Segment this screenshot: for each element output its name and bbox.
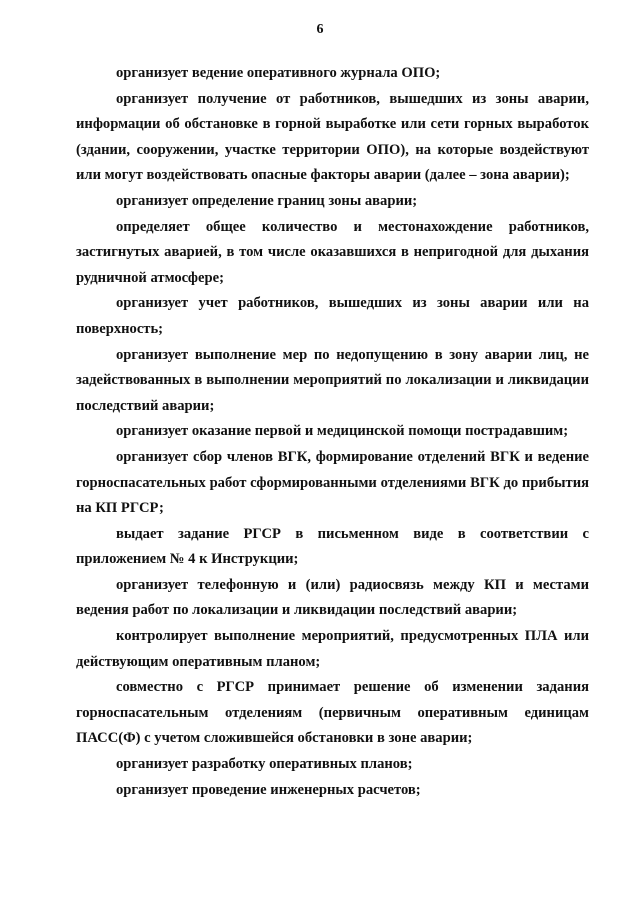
paragraph: определяет общее количество и местонахождение работников, застигнутых аварией, в том числе оказавшихся в непригодной для дыхания рудничной атмосфере; [76, 218, 589, 286]
paragraph: контролирует выполнение мероприятий, предусмотренных ПЛА или действующим оперативным планом; [76, 628, 589, 670]
paragraph: организует учет работников, вышедших из зоны аварии или на поверхность; [76, 295, 589, 337]
paragraph: организует оказание первой и медицинской помощи пострадавшим; [116, 423, 569, 440]
document-body [76, 61, 589, 803]
paragraph: организует выполнение мер по недопущению в зону аварии лиц, не задействованных в выполнении мероприятий по локализации и ликвидации последствий аварии; [76, 346, 589, 414]
paragraph: организует получение от работников, вышедших из зоны аварии, информации об обстановке в горной выработке или сети горных выработок (здании, сооружении, участке территории ОПО), на которые воздействуют или могут воздействовать опасные факторы аварии (далее – зона аварии); [76, 90, 589, 184]
paragraph: выдает задание РГСР в письменном виде в соответствии с приложением № 4 к Инструкции; [76, 525, 589, 568]
paragraph: организует определение границ зоны аварии; [116, 192, 418, 209]
paragraph: организует проведение инженерных расчетов; [116, 781, 421, 798]
paragraph: совместно с РГСР принимает решение об изменении задания горноспасательным отделениям (первичным оперативным единицам ПАСС(Ф) с учетом сложившейся обстановки в зоне аварии; [76, 679, 589, 747]
paragraph: организует телефонную и (или) радиосвязь между КП и местами ведения работ по локализации и ликвидации последствий аварии; [76, 576, 589, 619]
paragraph: организует сбор членов ВГК, формирование отделений ВГК и ведение горноспасательных работ сформированными отделениями ВГК до прибытия на КП РГСР; [76, 448, 589, 517]
page-number: 6 [316, 22, 324, 37]
paragraph: организует ведение оперативного журнала ОПО; [116, 65, 441, 81]
paragraph: организует разработку оперативных планов; [116, 756, 413, 773]
